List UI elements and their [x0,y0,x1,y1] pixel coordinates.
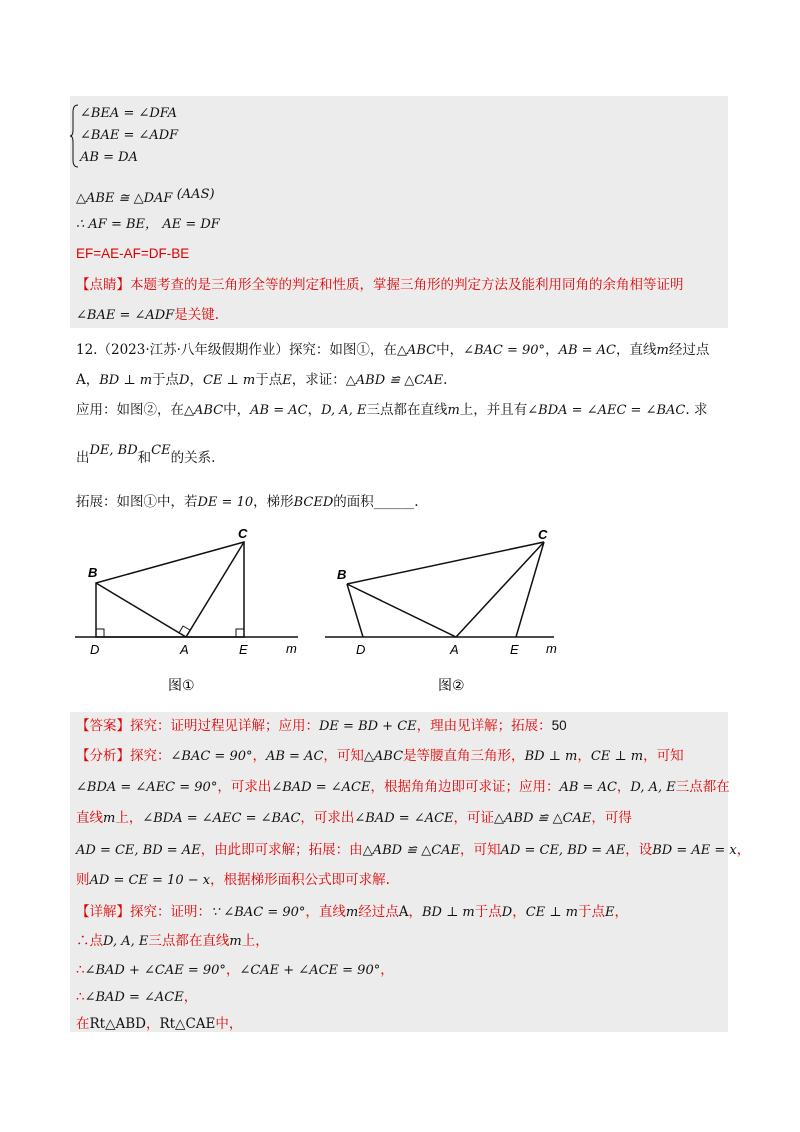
dt4-c: ， [183,989,198,1005]
p5-e: 的面积______. [333,494,419,510]
an5-a: 则 [76,872,90,888]
problem-number: 12. [76,342,98,358]
an1-e: ，可知 [323,748,364,764]
dt5-e: 中， [215,1016,243,1032]
detail-line-5 [76,1014,242,1034]
an3-f: ∠BAD = ∠ACE [354,811,454,826]
p1-i: 经过点 [668,342,710,358]
dt2-c: 三点都在直线 [148,933,230,949]
p3-e: ， [307,402,322,418]
dt2-d: m [229,934,242,949]
p3-b: △ABC [184,403,224,418]
analysis-line-5 [76,870,390,891]
an3-d: ∠BDA = ∠AEC = ∠BAC [142,811,301,826]
an5-c: ，根据梯形面积公式即可求解. [210,872,390,888]
an1-k: ，可知 [643,748,684,764]
dt2-a: ∴点 [76,933,103,949]
fig2-segment-ac [456,542,544,637]
dt1-h: BD ⊥ m [421,905,475,920]
p1-a: 探究：如图①，在 [288,342,397,358]
an3-a: 直线 [76,810,103,826]
dt4-a: ∴ [76,989,85,1005]
an2-a: ∠BDA = ∠AEC = 90° [76,780,218,795]
system-brace [70,104,80,168]
answer-text-a: 探究：证明过程见详解；应用： [130,718,319,734]
fig1-label-e: E [239,642,248,657]
p2-h: E [282,373,292,388]
dt1-k: ， [512,904,526,920]
dt1-o: ， [614,904,628,920]
dt1-i: 于点 [474,904,502,920]
analysis-tag: 【分析】 [76,748,130,764]
fig2-segment-ba [347,584,456,637]
p2-e: ， [189,372,203,388]
therefore-2: AE = DF [162,217,220,232]
p2-j: △ABD ≌ △CAE [345,373,444,388]
an2-g: D, A, E [630,780,676,795]
comment-line-2 [76,305,219,326]
an1-j: CE ⊥ m [590,749,644,764]
an1-g: 是等腰直角三角形， [403,748,525,764]
comment-line [76,275,684,295]
dt1-e: 经过点 [358,904,399,920]
dt4-b: ∠BAD = ∠ACE [84,990,184,1005]
an3-e: ，可求出 [300,810,355,826]
fig2-label-e: E [510,642,519,657]
an1-a: 探究： [130,748,171,764]
p1-b: △ABC [396,343,437,358]
system-eq-3: AB = DA [80,150,138,165]
problem-line-4 [76,443,216,469]
p2-d: D [179,373,190,388]
fig2-segment-bc [347,542,544,584]
an3-h: △ABD ≌ △CAE [494,811,592,826]
an4-d: ，可知 [460,842,501,858]
dt2-e: 上， [241,933,269,949]
analysis-line-2 [76,777,730,798]
an1-c: ， [252,748,266,764]
an1-b: ∠BAC = 90° [170,749,253,764]
dt5-c: ， [145,1016,160,1032]
dt5-d: Rt△CAE [159,1016,216,1032]
p4-b: DE, BD [89,443,138,458]
p5-b: DE = 10 [197,495,254,510]
figure-1 [70,525,310,695]
dt3-a: ∴ [76,962,85,978]
an2-b: ，可求出 [217,779,272,795]
detail-line-4 [76,987,197,1008]
system-eq-2: ∠BAE = ∠ADF [80,128,179,143]
fig1-label-a: A [180,642,189,657]
dt5-a: 在 [76,1016,90,1032]
dt2-b: D, A, E [103,934,149,949]
p2-g: 于点 [255,372,283,388]
an4-a: AD = CE, BD = AE [76,843,201,858]
analysis-line-4 [76,840,750,861]
dt1-m: 于点 [577,904,605,920]
p4-e: 的关系. [170,450,216,466]
congruence-expr: △ABE ≅ △DAF [76,191,173,206]
answer-line [76,716,567,737]
p2-f: CE ⊥ m [202,373,256,388]
fig2-label-d: D [356,642,366,657]
p1-g: ，直线 [616,342,657,358]
answer-expr: DE = BD + CE [319,719,417,734]
p3-j: ∠BDA = ∠AEC = ∠BAC [527,403,686,418]
an3-c: 上， [115,810,143,826]
p3-a: 应用：如图②，在 [76,402,184,418]
problem-source: （2023·江苏·八年级假期作业） [97,342,289,358]
an3-b: m [103,811,116,826]
an4-e: AD = CE, BD = AE [500,843,626,858]
an3-g: ，可证 [453,810,495,826]
congruence-reason: (AAS) [176,187,215,202]
fig1-segment-ba [96,583,186,637]
an2-d: ，根据角角边即可求证；应用： [370,779,560,795]
dt1-n: E [604,905,615,920]
p1-e: ， [545,342,559,358]
p3-i: 上，并且有 [459,402,528,418]
p2-c: 于点 [152,372,180,388]
answer-text-b: ，理由见详解；拓展： [416,718,552,734]
comment-expr: ∠BAE = ∠ADF [76,308,175,323]
dt3-e: ， [380,962,394,978]
dt1-a: 探究：证明： [130,904,211,920]
an2-h: 三点都在 [675,779,730,795]
an5-b: AD = CE = 10 − x [89,873,211,888]
fig1-caption: 图① [168,678,195,694]
p5-a: 拓展：如图①中，若 [76,494,198,510]
p4-d: CE [151,443,171,458]
dt3-c: ， [225,962,240,978]
fig2-segment-bd [347,584,363,637]
p2-k: . [443,372,448,388]
p2-i: ，求证： [291,372,346,388]
dt1-l: CE ⊥ m [525,905,578,920]
dt1-j: D [501,905,513,920]
congruence-line [76,188,215,209]
an4-c: △ABD ≌ △CAE [362,843,461,858]
analysis-line-1 [76,746,684,767]
ef-line: EF=AE-AF=DF-BE [76,246,190,261]
fig1-label-m: m [286,641,297,656]
answer-tag: 【答案】 [76,718,130,734]
answer-value: 50 [551,718,567,733]
problem-line-1 [76,340,709,361]
fig1-label-b: B [88,565,98,580]
comment-end: 是关键. [174,307,220,323]
p1-c: 中， [436,342,464,358]
comment-tag: 【点睛】 [76,277,130,293]
an1-h: BD ⊥ m [524,749,578,764]
fig2-label-c: C [538,527,548,542]
an2-c: ∠BAD = ∠ACE [271,780,371,795]
fig2-label-b: B [337,567,347,582]
analysis-line-3 [76,808,632,829]
p3-k: . 求 [685,402,708,418]
detail-tag: 【详解】 [76,904,130,920]
problem-line-3 [76,400,707,421]
p2-a: A， [76,372,100,388]
fig2-label-a: A [450,642,459,657]
an3-i: ，可得 [591,810,632,826]
p3-g: 三点都在直线 [366,402,448,418]
detail-line-1 [76,902,628,923]
p1-d: ∠BAC = 90° [463,343,546,358]
an4-g: BD = AE = x [652,843,737,858]
p2-b: BD ⊥ m [99,373,153,388]
an1-f: △ABC [363,749,404,764]
p4-c: 和 [137,450,152,466]
fig1-trapezoid [96,542,244,637]
fig1-label-d: D [90,642,100,657]
p3-f: D, A, E [321,403,367,418]
p3-c: 中， [223,402,251,418]
figure-2 [320,520,570,695]
p4-a: 出 [76,450,90,466]
dt5-b: Rt△ABD [89,1016,146,1032]
an4-h: ， [736,842,751,858]
fig1-right-angle-e [236,629,244,637]
dt1-g: ， [408,904,422,920]
problem-line-5 [76,492,419,513]
fig2-caption: 图② [438,678,465,694]
dt1-c: ，直线 [305,904,346,920]
p3-h: m [447,403,460,418]
an1-i: ， [577,748,591,764]
an4-b: ，由此即可求解；拓展：由 [200,842,363,858]
an1-d: AB = AC [265,749,324,764]
therefore-1: ∴ AF = BE， [76,217,159,232]
an2-f: ， [616,779,631,795]
dt3-b: ∠BAD + ∠CAE = 90° [84,963,226,978]
p1-f: AB = AC [558,343,616,358]
p5-c: ，梯形 [253,494,294,510]
therefore-line [76,214,220,235]
an2-e: AB = AC [559,780,617,795]
comment-text: 本题考查的是三角形全等的判定和性质，掌握三角形的判定方法及能利用同角的余角相等证明 [130,277,684,293]
fig1-right-angle-d [96,629,104,637]
system-eq-1: ∠BEA = ∠DFA [80,106,178,121]
p1-h: m [656,343,669,358]
fig2-label-m: m [546,641,557,656]
detail-line-3 [76,960,394,981]
p3-d: AB = AC [250,403,308,418]
p5-d: BCED [293,495,334,510]
dt1-f: A [398,904,409,920]
problem-line-2 [76,370,447,391]
fig1-label-c: C [238,526,248,541]
dt1-d: m [345,905,359,920]
dt3-d: ∠CAE + ∠ACE = 90° [239,963,381,978]
an4-f: ，设 [625,842,653,858]
detail-line-2 [76,931,269,952]
dt1-b: ∵ ∠BAC = 90° [211,905,306,920]
